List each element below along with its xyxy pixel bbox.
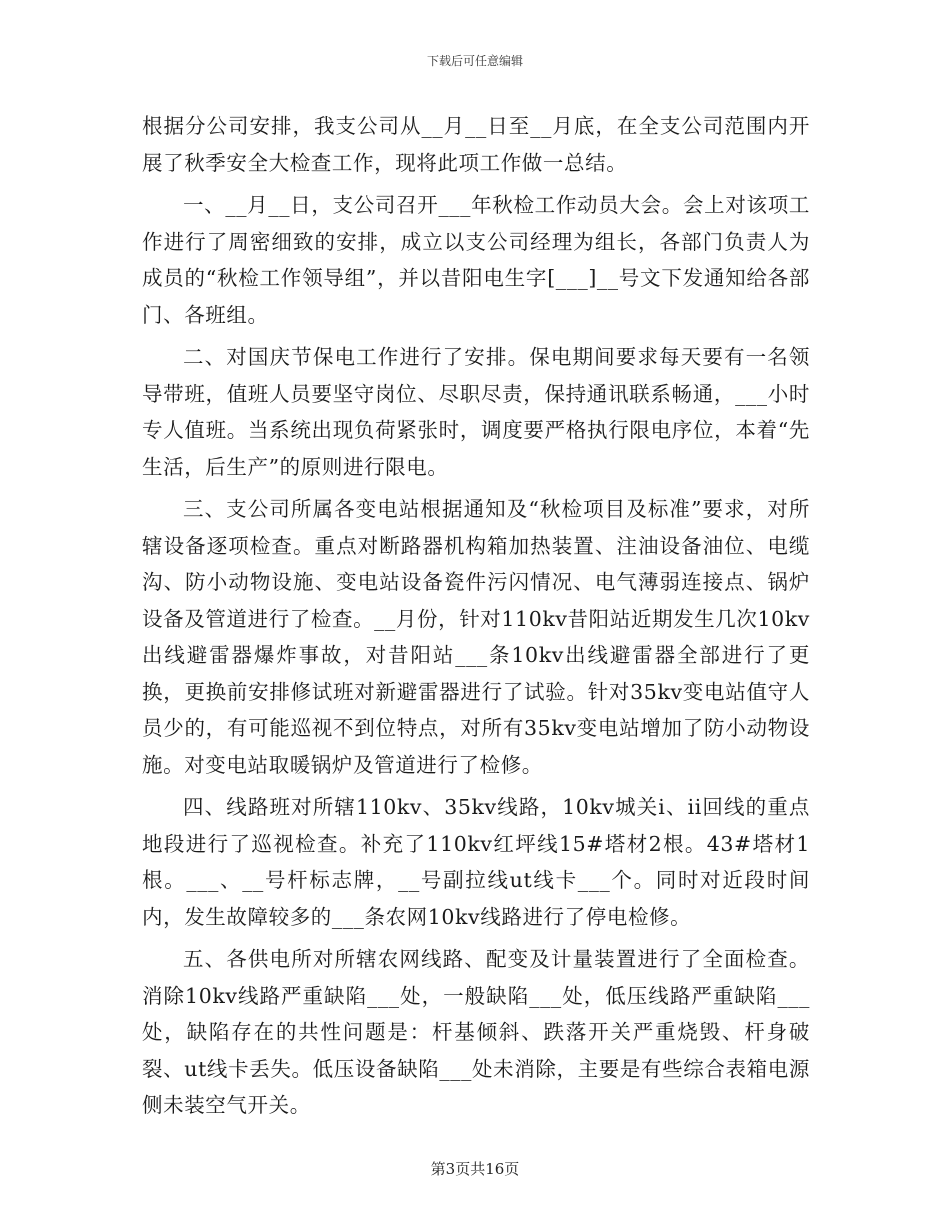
page-number-footer: 第3页共16页 xyxy=(430,1160,520,1178)
document-body xyxy=(142,108,810,1130)
paragraph-intro: 根据分公司安排，我支公司从__月__日至__月底，在全支公司范围内开展了秋季安全大检查工作，现将此项工作做一总结。 xyxy=(142,114,810,175)
paragraph-item-4: 四、线路班对所辖110kv、35kv线路，10kv城关i、ii回线的重点地段进行了巡视检查。补充了110kv红坪线15#塔材2根。43#塔材1根。___、__号杆标志牌，__号副拉线ut线卡___个。同时对近段时间内，发生故障较多的___条农网10kv线路进行了停电检修。 xyxy=(142,795,810,929)
paragraph-item-2: 二、对国庆节保电工作进行了安排。保电期间要求每天要有一名领导带班，值班人员要坚守岗位、尽职尽责，保持通讯联系畅通，___小时专人值班。当系统出现负荷紧张时，调度要严格执行限电序位，本着“先生活，后生产”的原则进行限电。 xyxy=(142,345,810,479)
paragraph-item-5: 五、各供电所对所辖农网线路、配变及计量装置进行了全面检查。消除10kv线路严重缺陷___处，一般缺陷___处，低压线路严重缺陷___处，缺陷存在的共性问题是：杆基倾斜、跌落开关严重烧毁、杆身破裂、ut线卡丢失。低压设备缺陷___处未消除，主要是有些综合表箱电源侧未装空气开关。 xyxy=(142,947,810,1117)
paragraph-item-3: 三、支公司所属各变电站根据通知及“秋检项目及标准”要求，对所辖设备逐项检查。重点对断路器机构箱加热装置、注油设备油位、电缆沟、防小动物设施、变电站设备瓷件污闪情况、电气薄弱连接点、锅炉设备及管道进行了检查。__月份，针对110kv昔阳站近期发生几次10kv出线避雷器爆炸事故，对昔阳站___条10kv出线避雷器全部进行了更换，更换前安排修试班对新避雷器进行了试验。针对35kv变电站值守人员少的，有可能巡视不到位特点，对所有35kv变电站增加了防小动物设施。对变电站取暖锅炉及管道进行了检修。 xyxy=(142,497,810,777)
page-header-note: 下载后可任意编辑 xyxy=(426,54,523,68)
paragraph-item-1: 一、__月__日，支公司召开___年秋检工作动员大会。会上对该项工作进行了周密细致的安排，成立以支公司经理为组长，各部门负责人为成员的“秋检工作领导组”，并以昔阳电生字[___]__号文下发通知给各部门、各班组。 xyxy=(142,193,810,327)
